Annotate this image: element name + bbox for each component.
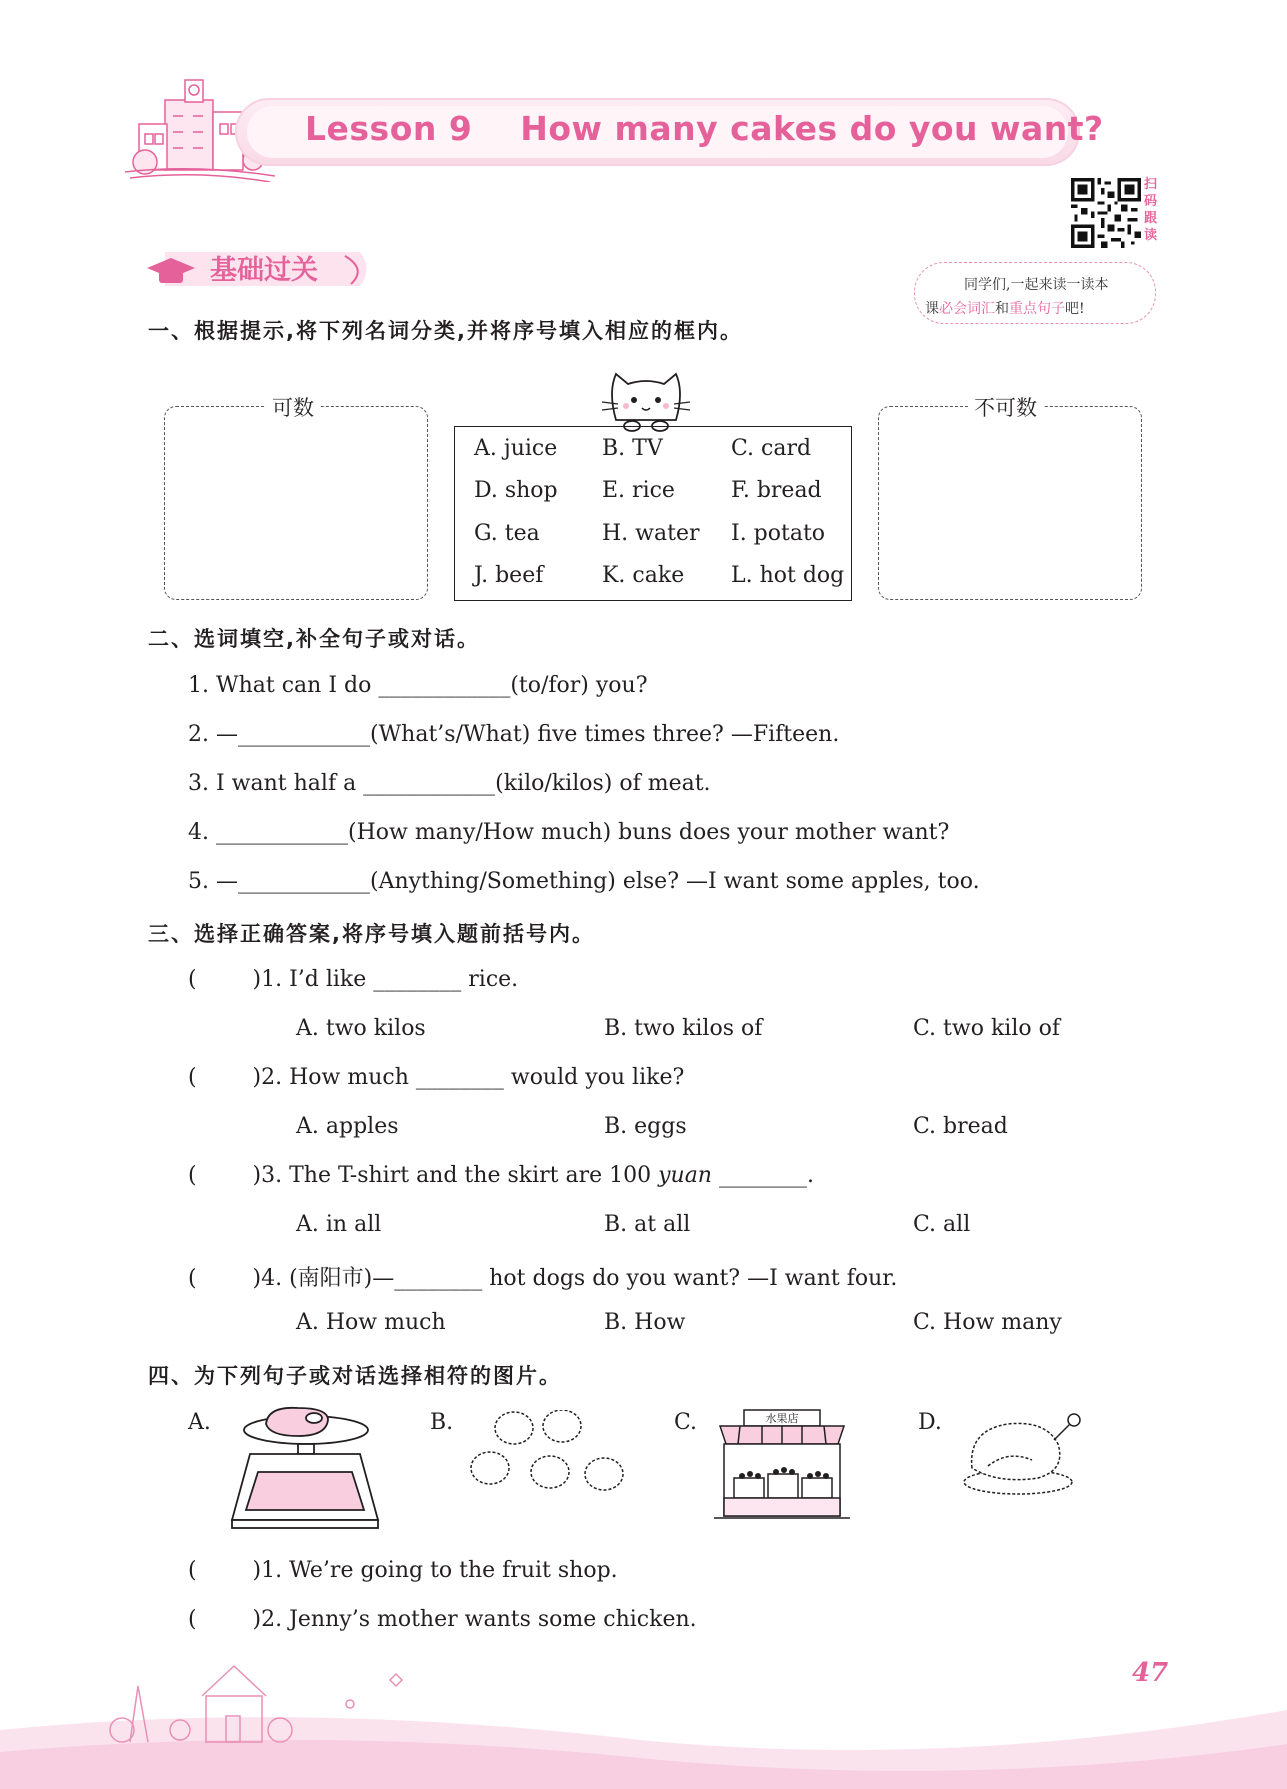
choice-option[interactable]: C. How many xyxy=(913,1310,1062,1335)
part3-heading: 三、选择正确答案,将序号填入题前括号内。 xyxy=(148,922,595,946)
choice-option[interactable]: B. at all xyxy=(604,1212,691,1237)
picture-label: A. xyxy=(188,1410,211,1435)
uncountable-label: 不可数 xyxy=(968,392,1043,422)
word-item: B. TV xyxy=(602,436,663,461)
shop-sign: 水果店 xyxy=(765,1412,799,1425)
fruit-shop-illustration xyxy=(712,1404,852,1524)
choice-option[interactable]: C. bread xyxy=(913,1114,1008,1139)
qr-code-icon[interactable] xyxy=(1071,178,1141,248)
word-item: L. hot dog xyxy=(731,563,845,588)
part2-heading: 二、选词填空,补全句子或对话。 xyxy=(148,627,480,651)
choice-option[interactable]: B. eggs xyxy=(604,1114,687,1139)
fill-blank-item[interactable]: 4. ____________(How many/How much) buns does your mother want? xyxy=(188,820,950,845)
choice-question[interactable]: ( )2. How much ________ would you like? xyxy=(188,1065,685,1090)
section-title: 基础过关 xyxy=(210,255,318,286)
fill-blank-item[interactable]: 1. What can I do ____________(to/for) you? xyxy=(188,673,648,698)
matching-item[interactable]: ( )2. Jenny’s mother wants some chicken. xyxy=(188,1607,697,1632)
choice-option[interactable]: A. How much xyxy=(296,1310,446,1335)
word-item: H. water xyxy=(602,521,700,546)
countable-label: 可数 xyxy=(266,392,320,422)
word-item: E. rice xyxy=(602,478,675,503)
scan-to-read-label: 扫码跟读 xyxy=(1144,177,1158,243)
fill-blank-item[interactable]: 3. I want half a ____________(kilo/kilos) of meat. xyxy=(188,771,711,796)
roast-chicken-illustration xyxy=(958,1410,1086,1500)
word-item: J. beef xyxy=(474,563,544,588)
picture-label: D. xyxy=(918,1410,942,1435)
word-item: C. card xyxy=(731,436,812,461)
matching-item[interactable]: ( )1. We’re going to the fruit shop. xyxy=(188,1558,618,1583)
buns-illustration xyxy=(468,1410,628,1500)
fill-blank-item[interactable]: 5. —____________(Anything/Something) else? —I want some apples, too. xyxy=(188,869,980,894)
footer-decoration xyxy=(0,1660,1287,1789)
choice-option[interactable]: C. two kilo of xyxy=(913,1016,1060,1041)
choice-question[interactable]: ( )1. I’d like ________ rice. xyxy=(188,967,519,992)
part4-heading: 四、为下列句子或对话选择相符的图片。 xyxy=(148,1364,562,1388)
fill-blank-item[interactable]: 2. —____________(What’s/What) five times three? —Fifteen. xyxy=(188,722,840,747)
word-item: G. tea xyxy=(474,521,540,546)
choice-option[interactable]: A. in all xyxy=(296,1212,382,1237)
bubble-line-1: 同学们,一起来读一读本 xyxy=(964,277,1109,293)
picture-label: B. xyxy=(430,1410,454,1435)
part1-heading: 一、根据提示,将下列名词分类,并将序号填入相应的框内。 xyxy=(148,319,743,343)
word-item: K. cake xyxy=(602,563,685,588)
choice-option[interactable]: B. How xyxy=(604,1310,686,1335)
choice-option[interactable]: A. two kilos xyxy=(296,1016,426,1041)
choice-option[interactable]: B. two kilos of xyxy=(604,1016,763,1041)
choice-option[interactable]: C. all xyxy=(913,1212,971,1237)
countable-box[interactable] xyxy=(164,406,428,600)
choice-option[interactable]: A. apples xyxy=(296,1114,399,1139)
word-item: A. juice xyxy=(474,436,558,461)
word-item: I. potato xyxy=(731,521,826,546)
choice-question[interactable]: ( )3. The T-shirt and the skirt are 100 yuan ________. xyxy=(188,1163,814,1188)
choice-question[interactable]: ( )4. (南阳市)—________ hot dogs do you want? —I want four. xyxy=(188,1266,898,1291)
word-item: D. shop xyxy=(474,478,558,503)
bubble-line-2: 课必会词汇和重点句子吧! xyxy=(925,301,1085,317)
page-number: 47 xyxy=(1132,1658,1169,1688)
uncountable-box[interactable] xyxy=(878,406,1142,600)
word-item: F. bread xyxy=(731,478,822,503)
meat-scale-illustration xyxy=(228,1400,383,1535)
cat-icon xyxy=(600,362,692,432)
lesson-title: Lesson 9 How many cakes do you want? xyxy=(305,109,1104,148)
picture-label: C. xyxy=(674,1410,698,1435)
